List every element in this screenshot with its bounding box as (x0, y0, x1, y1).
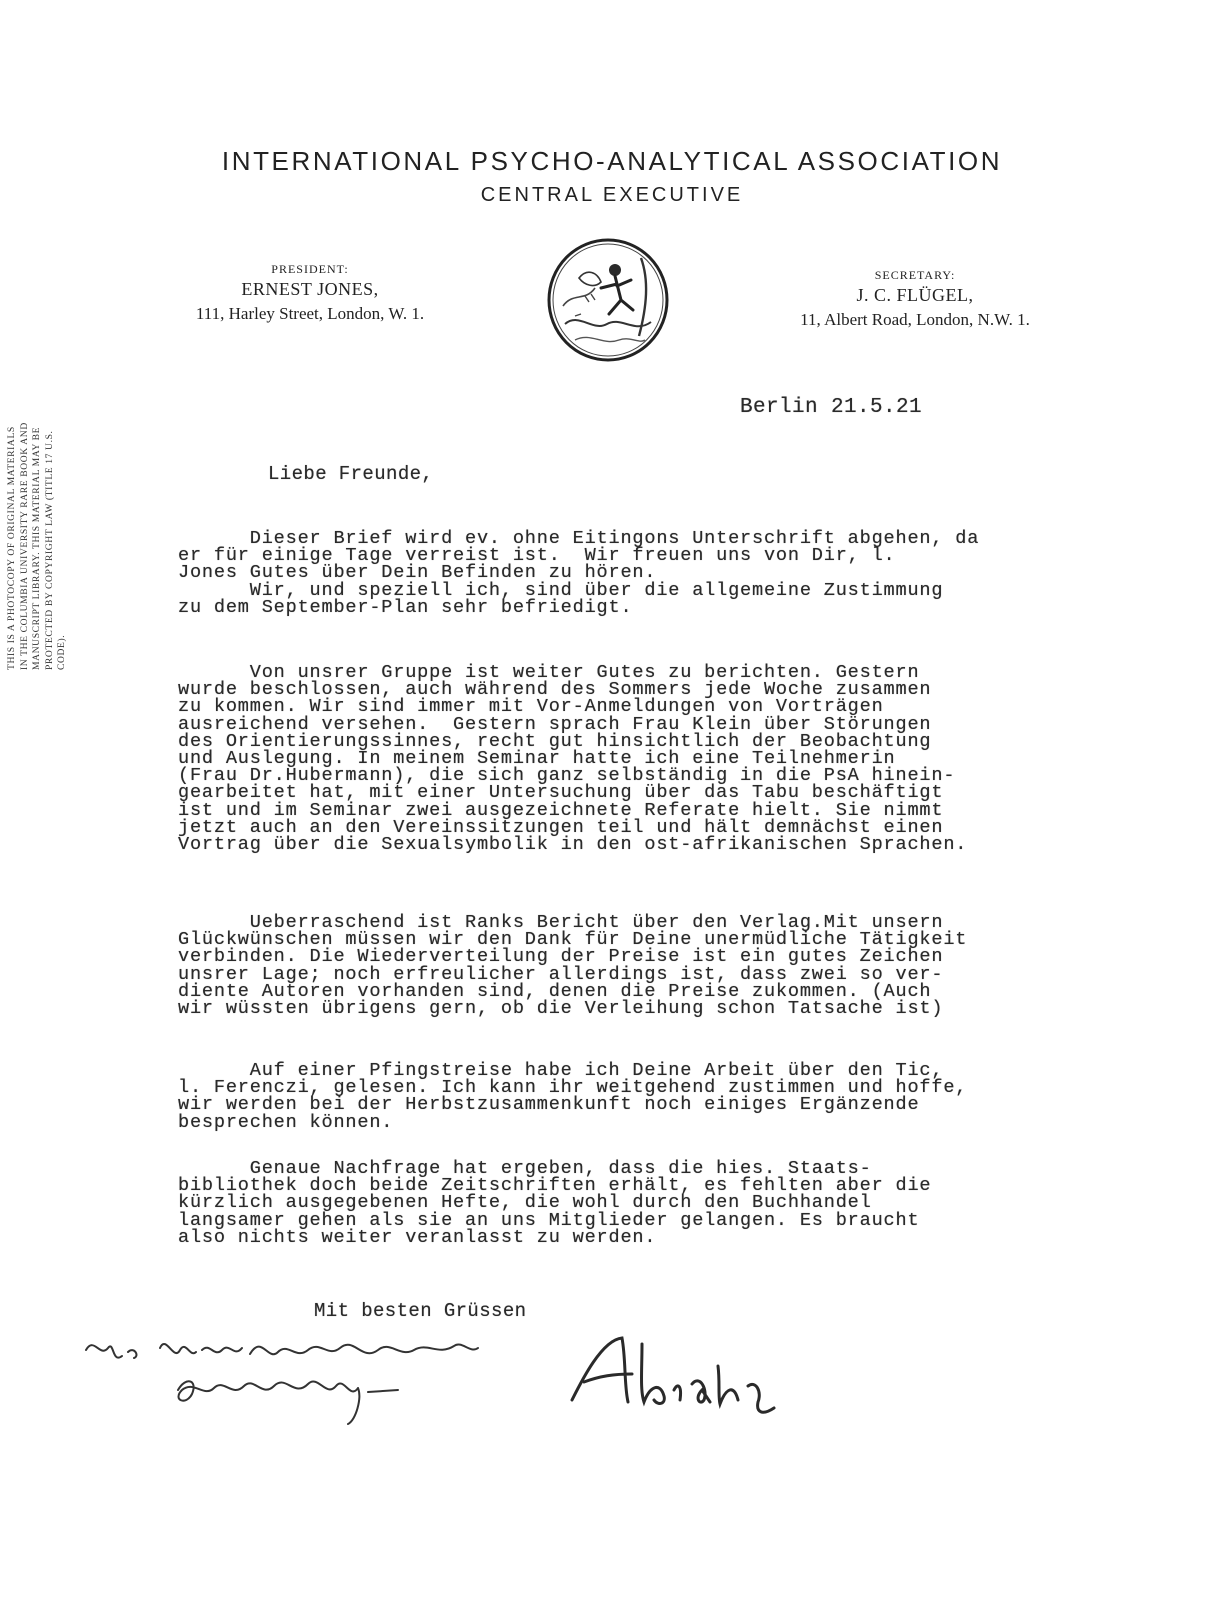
letter-line: er für einige Tage verreist ist. Wir freuen uns von Dir, l. (178, 545, 896, 567)
letter-line: bibliothek doch beide Zeitschriften erhält, es fehlten aber die (178, 1175, 932, 1197)
letter-line: also nichts weiter veranlasst zu werden. (178, 1226, 657, 1248)
letter-line: und Auslegung. In meinem Seminar hatte ich eine Teilnehmerin (178, 748, 896, 769)
archive-notice-line: IN THE COLUMBIA UNIVERSITY RARE BOOK AND (18, 422, 30, 670)
letter-line: Genaue Nachfrage hat ergeben, dass die hies. Staats- (178, 1158, 872, 1179)
handwritten-signature (562, 1330, 782, 1420)
letter-line: Vortrag über die Sexualsymbolik in den ost-afrikanischen Sprachen. (178, 834, 968, 855)
president-role: PRESIDENT: (271, 262, 349, 276)
letter-line: ausreichend versehen. Gestern sprach Frau Klein über Störungen (178, 713, 932, 735)
archive-notice-line: CODE). (56, 634, 67, 670)
letter-line: Dieser Brief wird ev. ohne Eitingons Unterschrift abgehen, da (178, 528, 980, 549)
letter-line: Von unsrer Gruppe ist weiter Gutes zu berichten. Gestern (178, 662, 920, 683)
letter-line: wir wüssten übrigens gern, ob die Verleihung schon Tatsache ist) (178, 998, 944, 1019)
letter-line: l. Ferenczi, gelesen. Ich kann ihr weitgehend zustimmen und hoffe, (178, 1077, 968, 1099)
letter-line: wir werden bei der Herbstzusammenkunft noch einiges Ergänzende (178, 1094, 920, 1116)
secretary-name: J. C. FLÜGEL, (856, 285, 974, 305)
secretary-address: 11, Albert Road, London, N.W. 1. (800, 310, 1030, 329)
president-address: 111, Harley Street, London, W. 1. (195, 304, 425, 323)
letter-line: Wir, und speziell ich, sind über die allgemeine Zustimmung (178, 579, 944, 601)
archive-notice-line: THIS IS A PHOTOCOPY OF ORIGINAL MATERIALS (6, 426, 17, 670)
secretary-role: SECRETARY: (874, 268, 956, 282)
letter-line: wurde beschlossen, auch während des Sommers jede Woche zusammen (178, 679, 932, 701)
letter-line: unsrer Lage; noch erfreulicher allerdings ist, dass zwei so ver- (178, 963, 944, 985)
archive-notice-line: PROTECTED BY COPYRIGHT LAW (TITLE 17 U.S. (43, 430, 55, 670)
archive-copyright-notice (6, 370, 69, 670)
letter-dateline: Berlin 21.5.21 (740, 396, 923, 419)
letter-line: Jones Gutes über Dein Befinden zu hören. (178, 562, 657, 584)
letter-line: jetzt auch an den Vereinssitzungen teil und hält demnächst einen (178, 816, 944, 838)
letter-line: langsamer gehen als sie an uns Mitglieder gelangen. Es braucht (178, 1209, 920, 1231)
letter-line: zu dem September-Plan sehr befriedigt. (178, 596, 633, 618)
letter-line: (Frau Dr.Hubermann), die sich ganz selbständig in die PsA hinein- (178, 765, 956, 787)
letter-line: Auf einer Pfingstreise habe ich Deine Arbeit über den Tic, (178, 1060, 944, 1081)
president-name: ERNEST JONES, (241, 279, 379, 299)
letter-line: diente Autoren vorhanden sind, denen die Preise zukommen. (Auch (178, 980, 932, 1002)
letter-closing: Mit besten Grüssen (314, 1300, 527, 1322)
letter-line: gearbeitet hat, mit einer Untersuchung über das Tabu beschäftigt (178, 782, 944, 804)
president-block (150, 262, 470, 324)
letterhead-title: INTERNATIONAL PSYCHO-ANALYTICAL ASSOCIATION (221, 146, 1003, 176)
association-seal-icon (545, 236, 671, 364)
letter-line: des Orientierungssinnes, recht gut hinsichtlich der Beobachtung (178, 730, 932, 752)
secretary-block (750, 268, 1080, 330)
letter-line: zu kommen. Wir sind immer mit Vor-Anmeldungen von Vorträgen (178, 696, 884, 718)
letter-line: Ueberraschend ist Ranks Bericht über den Verlag.Mit unsern (178, 912, 944, 933)
handwritten-note (82, 1328, 502, 1428)
letter-line: Glückwünschen müssen wir den Dank für Deine unermüdliche Tätigkeit (178, 929, 968, 951)
letter-line: verbinden. Die Wiederverteilung der Preise ist ein gutes Zeichen (178, 946, 944, 968)
archive-notice-line: MANUSCRIPT LIBRARY. THIS MATERIAL MAY BE (31, 426, 42, 670)
letter-line: besprechen können. (178, 1111, 394, 1133)
letter-line: ist und im Seminar zwei ausgezeichnete Referate hielt. Sie nimmt (178, 799, 944, 821)
letterhead-subtitle: CENTRAL EXECUTIVE (480, 184, 744, 206)
letter-salutation: Liebe Freunde, (268, 463, 434, 485)
letter-line: kürzlich ausgegebenen Hefte, die wohl durch den Buchhandel (178, 1192, 872, 1214)
